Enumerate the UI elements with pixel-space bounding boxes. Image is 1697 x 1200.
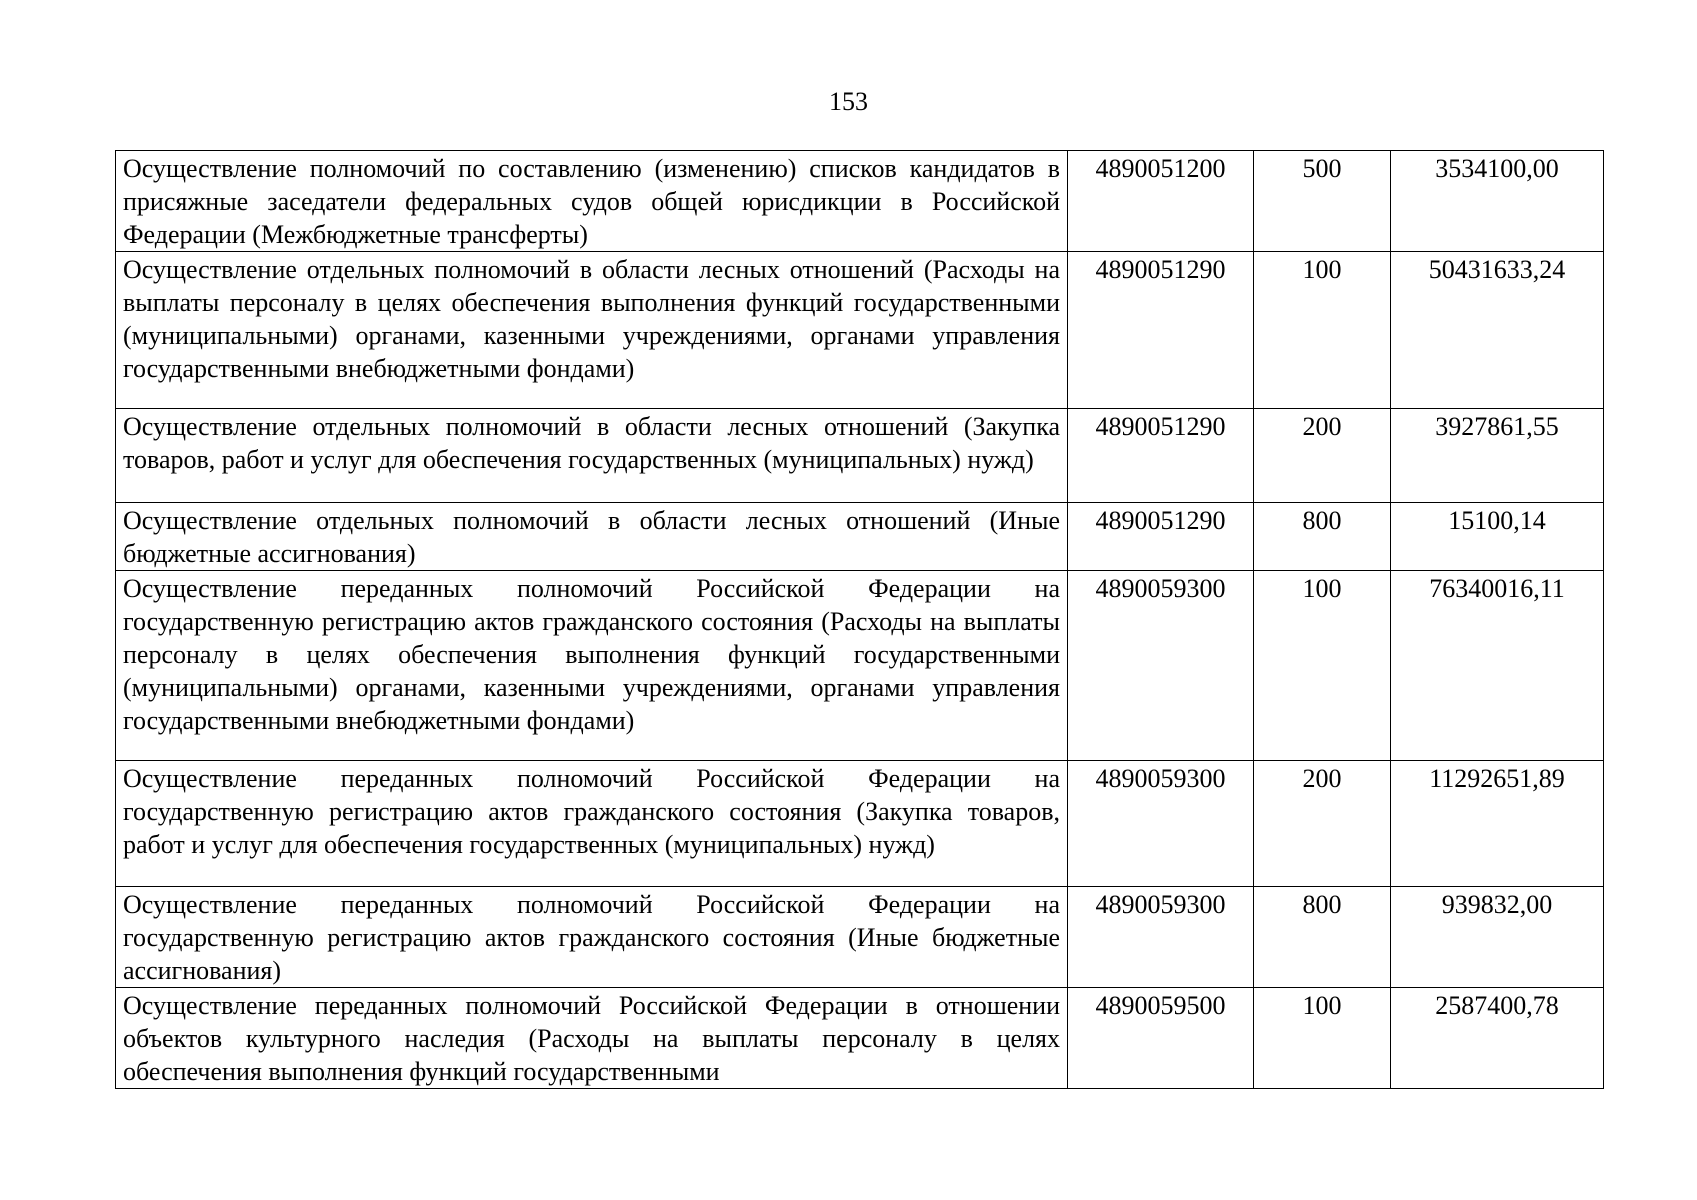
row-amount: 939832,00 (1391, 887, 1604, 988)
row-code: 4890051290 (1068, 503, 1254, 571)
row-type: 500 (1254, 151, 1391, 252)
row-code: 4890059300 (1068, 571, 1254, 761)
row-description: Осуществление переданных полномочий Российской Федерации на государственную регистрацию актов гражданского состояния (Иные бюджетные ассигнования) (116, 887, 1068, 988)
table-row (116, 571, 1604, 761)
table-row (116, 887, 1604, 988)
row-amount: 50431633,24 (1391, 252, 1604, 409)
row-type: 100 (1254, 252, 1391, 409)
row-type: 800 (1254, 887, 1391, 988)
row-description: Осуществление отдельных полномочий в области лесных отношений (Иные бюджетные ассигнования) (116, 503, 1068, 571)
row-type: 100 (1254, 988, 1391, 1089)
row-type: 100 (1254, 571, 1391, 761)
row-description: Осуществление переданных полномочий Российской Федерации на государственную регистрацию актов гражданского состояния (Закупка товаров, работ и услуг для обеспечения государственных (муниципальных) нужд) (116, 761, 1068, 887)
row-type: 200 (1254, 409, 1391, 503)
row-code: 4890051290 (1068, 409, 1254, 503)
row-description: Осуществление переданных полномочий Российской Федерации на государственную регистрацию актов гражданского состояния (Расходы на выплаты персоналу в целях обеспечения выполнения функций государственными (муниципальными) органами, казенными учреждениями, органами управления государственными внебюджетными фондами) (116, 571, 1068, 761)
row-description: Осуществление полномочий по составлению (изменению) списков кандидатов в присяжные заседатели федеральных судов общей юрисдикции в Российской Федерации (Межбюджетные трансферты) (116, 151, 1068, 252)
row-amount: 3534100,00 (1391, 151, 1604, 252)
row-description: Осуществление отдельных полномочий в области лесных отношений (Расходы на выплаты персоналу в целях обеспечения выполнения функций государственными (муниципальными) органами, казенными учреждениями, органами управления государственными внебюджетными фондами) (116, 252, 1068, 409)
row-amount: 11292651,89 (1391, 761, 1604, 887)
table-row (116, 409, 1604, 503)
row-description: Осуществление отдельных полномочий в области лесных отношений (Закупка товаров, работ и услуг для обеспечения государственных (муниципальных) нужд) (116, 409, 1068, 503)
table-row (116, 988, 1604, 1089)
row-description: Осуществление переданных полномочий Российской Федерации в отношении объектов культурного наследия (Расходы на выплаты персоналу в целях обеспечения выполнения функций государственными (116, 988, 1068, 1089)
row-amount: 3927861,55 (1391, 409, 1604, 503)
table-row (116, 761, 1604, 887)
row-amount: 2587400,78 (1391, 988, 1604, 1089)
row-code: 4890051200 (1068, 151, 1254, 252)
row-code: 4890059300 (1068, 761, 1254, 887)
row-code: 4890059500 (1068, 988, 1254, 1089)
row-type: 200 (1254, 761, 1391, 887)
row-amount: 15100,14 (1391, 503, 1604, 571)
table-row (116, 151, 1604, 252)
budget-table (115, 150, 1604, 1089)
row-type: 800 (1254, 503, 1391, 571)
row-code: 4890059300 (1068, 887, 1254, 988)
table-row (116, 252, 1604, 409)
row-code: 4890051290 (1068, 252, 1254, 409)
row-amount: 76340016,11 (1391, 571, 1604, 761)
table-row (116, 503, 1604, 571)
page-number: 153 (829, 87, 868, 116)
